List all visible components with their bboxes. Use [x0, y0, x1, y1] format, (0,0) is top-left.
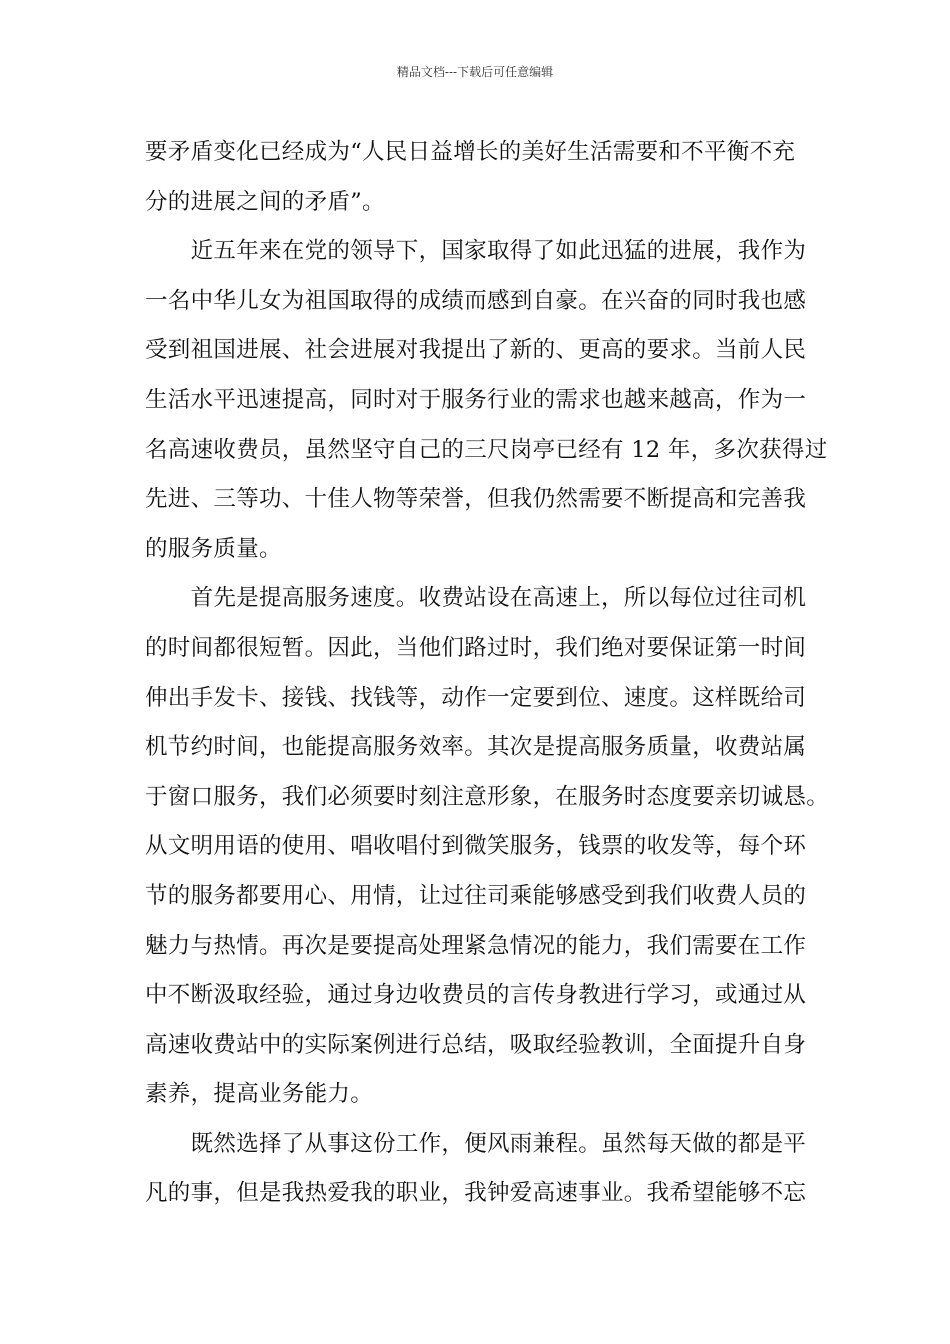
text-line: 要矛盾变化已经成为“人民日益增长的美好生活需要和不平衡不充	[145, 139, 796, 165]
text-line: 伸出手发卡、接钱、找钱等，动作一定要到位、速度。这样既给司	[145, 684, 807, 711]
text-line: 受到祖国进展、社会进展对我提出了新的、更高的要求。当前人民	[145, 337, 807, 364]
text-line: 魅力与热情。再次是要提高处理紧急情况的能力，我们需要在工作	[145, 932, 807, 959]
text-line: 近五年来在党的领导下，国家取得了如此迅猛的进展，我作为	[145, 238, 807, 265]
body-text	[145, 128, 830, 1219]
text-line: 机节约时间，也能提高服务效率。其次是提高服务质量，收费站属	[145, 734, 807, 761]
text-line: 生活水平迅速提高，同时对于服务行业的需求也越来越高，作为一	[145, 386, 807, 413]
text-line: 从文明用语的使用、唱收唱付到微笑服务，钱票的收发等，每个环	[145, 833, 807, 860]
text-line: 的服务质量。	[145, 535, 282, 562]
text-line: 高速收费站中的实际案例进行总结，吸取经验教训，全面提升自身	[145, 1031, 807, 1058]
text-line: 一名中华儿女为祖国取得的成绩而感到自豪。在兴奋的同时我也感	[145, 287, 807, 314]
text-line: 首先是提高服务速度。收费站设在高速上，所以每位过往司机	[145, 585, 807, 612]
text-line: 凡的事，但是我热爱我的职业，我钟爱高速事业。我希望能够不忘	[145, 1180, 807, 1207]
text-line: 先进、三等功、十佳人物等荣誉，但我仍然需要不断提高和完善我	[145, 486, 807, 513]
page-header: 精品文档---下载后可任意编辑	[396, 65, 554, 79]
text-line: 素养，提高业务能力。	[145, 1081, 374, 1108]
text-line: 分的进展之间的矛盾”。	[145, 188, 385, 215]
text-line: 于窗口服务，我们必须要时刻注意形象，在服务时态度要亲切诚恳。	[145, 783, 830, 810]
text-line: 的时间都很短暂。因此，当他们路过时，我们绝对要保证第一时间	[145, 634, 807, 661]
text-line: 名高速收费员，虽然坚守自己的三尺岗亭已经有 12 年，多次获得过	[145, 436, 828, 463]
text-line: 中不断汲取经验，通过身边收费员的言传身教进行学习，或通过从	[145, 982, 807, 1009]
text-line: 既然选择了从事这份工作，便风雨兼程。虽然每天做的都是平	[145, 1130, 807, 1157]
text-line: 节的服务都要用心、用情，让过往司乘能够感受到我们收费人员的	[145, 882, 807, 909]
